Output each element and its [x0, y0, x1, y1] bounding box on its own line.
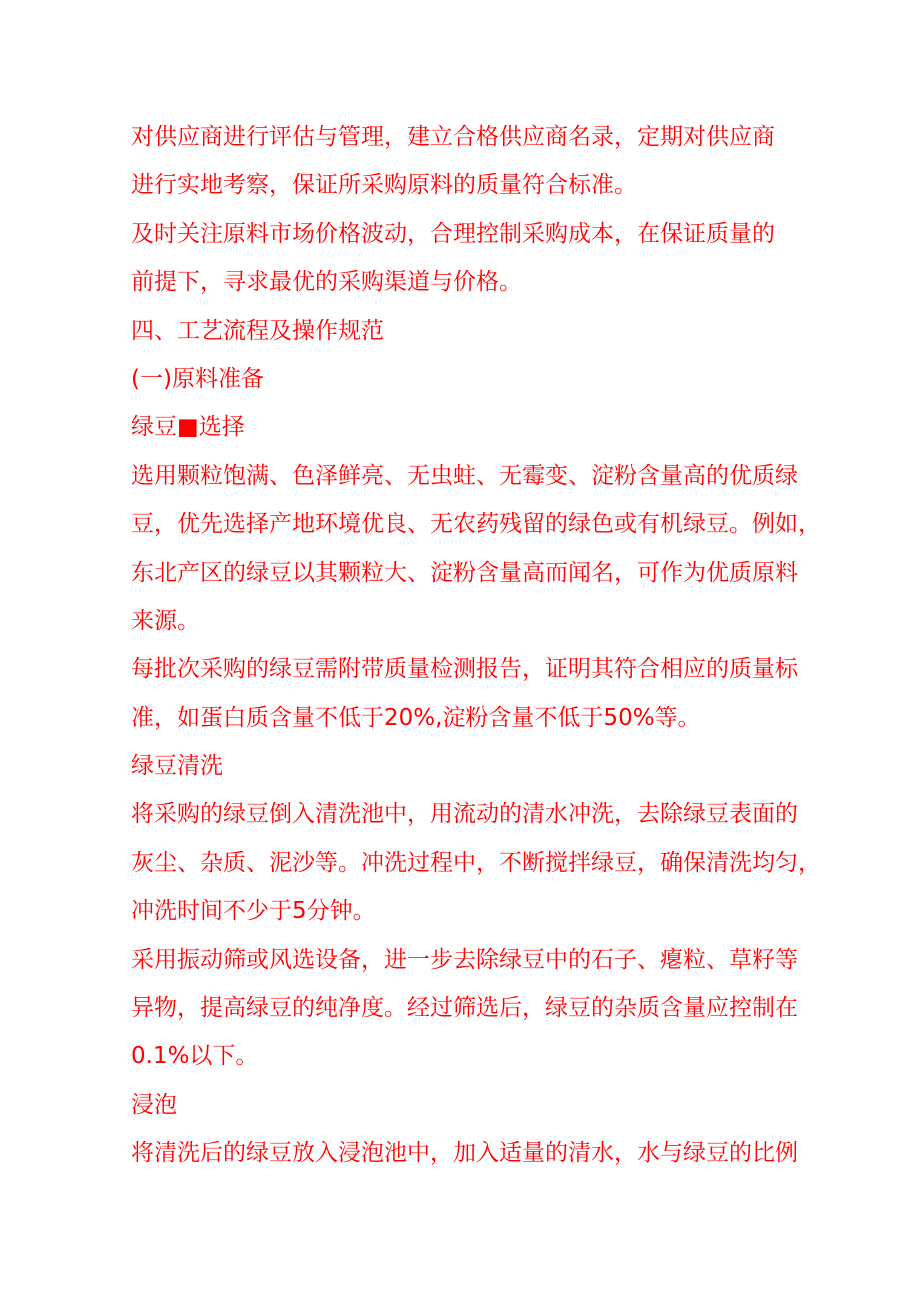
text-line: 及时关注原料市场价格波动，合理控制采购成本，在保证质量的 — [131, 220, 775, 247]
text-line: 将采购的绿豆倒入清洗池中，用流动的清水冲洗，去除绿豆表面的 — [131, 801, 798, 828]
item-heading: 绿豆■选择 — [131, 414, 245, 441]
text-line: 来源。 — [131, 607, 200, 634]
text-line: 冲洗时间不少于5分钟。 — [131, 898, 376, 925]
text-line: 进行实地考察，保证所采购原料的质量符合标准。 — [131, 172, 637, 199]
section-heading: 四、工艺流程及操作规范 — [131, 317, 384, 344]
text-line: 对供应商进行评估与管理，建立合格供应商名录，定期对供应商 — [131, 124, 775, 150]
text-line: 每批次采购的绿豆需附带质量检测报告，证明其符合相应的质量标 — [131, 656, 798, 683]
text-line: 豆，优先选择产地环境优良、无农药残留的绿色或有机绿豆。例如， — [131, 511, 821, 538]
item-heading: 浸泡 — [131, 1091, 177, 1118]
text-line: 采用振动筛或风选设备，进一步去除绿豆中的石子、瘪粒、草籽等 — [131, 946, 798, 973]
item-heading: 绿豆清洗 — [131, 753, 223, 780]
text-line: 选用颗粒饱满、色泽鲜亮、无虫蛀、无霉变、淀粉含量高的优质绿 — [131, 462, 798, 489]
text-line: 异物，提高绿豆的纯净度。经过筛选后，绿豆的杂质含量应控制在 — [131, 995, 798, 1022]
document-body — [131, 113, 821, 1178]
subsection-heading: (一)原料准备 — [131, 365, 264, 392]
text-line: 前提下，寻求最优的采购渠道与价格。 — [131, 269, 522, 296]
text-line: 准，如蛋白质含量不低于20%,淀粉含量不低于50%等。 — [131, 704, 701, 731]
text-line: 0.1%以下。 — [131, 1043, 259, 1070]
text-line: 东北产区的绿豆以其颗粒大、淀粉含量高而闻名，可作为优质原料 — [131, 559, 798, 586]
text-line: 将清洗后的绿豆放入浸泡池中，加入适量的清水，水与绿豆的比例 — [131, 1140, 798, 1167]
text-line: 灰尘、杂质、泥沙等。冲洗过程中，不断搅拌绿豆，确保清洗均匀， — [131, 849, 821, 876]
